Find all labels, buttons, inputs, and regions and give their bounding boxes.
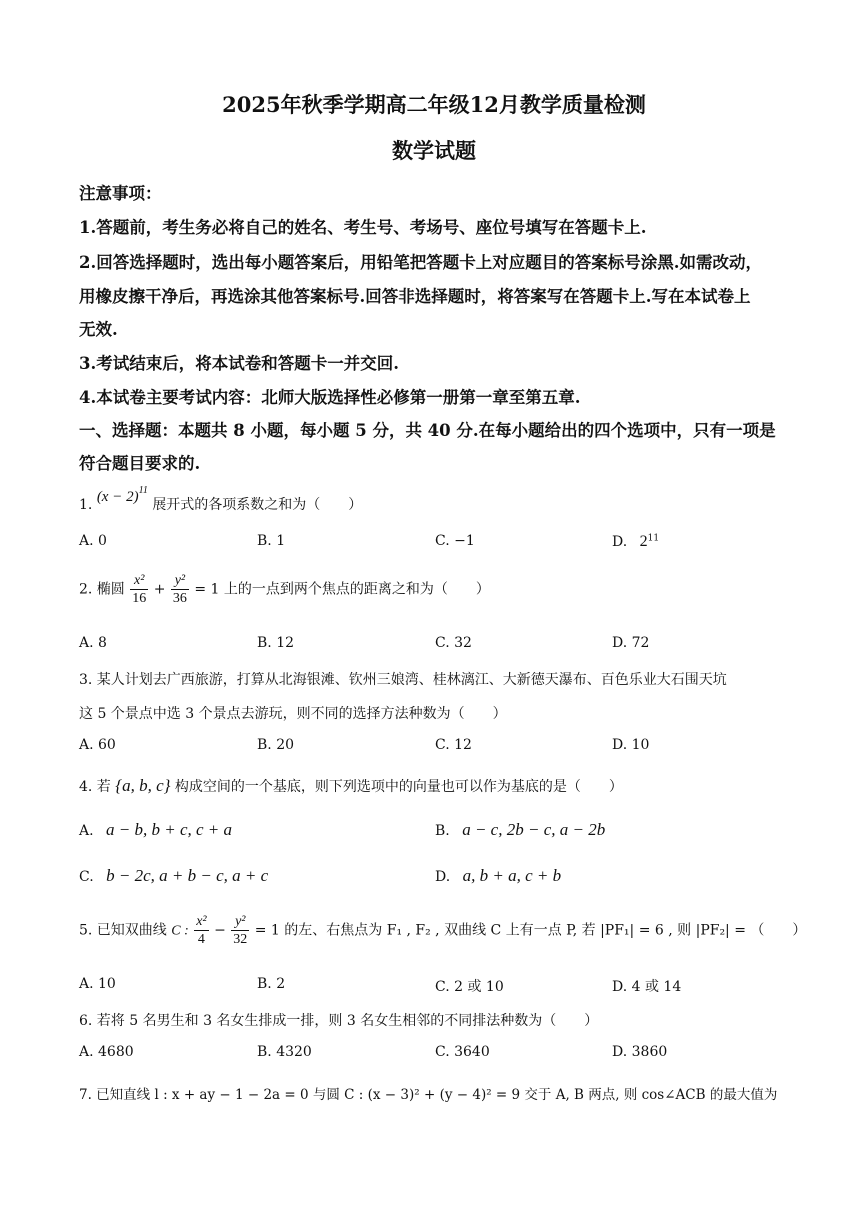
q2-fraction-x-numerator: x² — [130, 572, 148, 590]
q4-option-b-vectors: a − c, 2b − c, a − 2b — [462, 820, 606, 839]
q2-option-b: B. 12 — [257, 635, 295, 651]
q5-curve-name: C : — [171, 923, 189, 939]
q4-vector-set: {a, b, c} — [115, 776, 171, 795]
q6-option-c: C. 3640 — [435, 1044, 490, 1060]
q1-number: 1. — [79, 497, 93, 513]
q6-option-d: D. 3860 — [612, 1044, 668, 1060]
q1-option-d-base: 2 — [639, 533, 648, 550]
q6-option-b: B. 4320 — [257, 1044, 312, 1060]
exam-subject: 数学试题 — [392, 138, 476, 163]
q4-option-a-label: A. — [79, 823, 94, 839]
q1-option-a: A. 0 — [79, 533, 107, 549]
q5-fraction-y-denominator: 32 — [233, 932, 248, 947]
notes-heading: 注意事项： — [79, 184, 162, 203]
q2-fraction-y-denominator: 36 — [172, 591, 187, 606]
q1-exponent: 11 — [138, 485, 148, 497]
q4-option-d — [435, 866, 561, 886]
q2-option-c: C. 32 — [435, 635, 472, 651]
q1-option-d — [612, 533, 659, 551]
q5-option-c: C. 2 或 10 — [435, 979, 504, 995]
q5-prefix: 5. 已知双曲线 — [79, 922, 167, 939]
section-heading-line-1: 一、选择题：本题共 8 小题，每小题 5 分，共 40 分.在每小题给出的四个选项中，只有一项是 — [79, 421, 776, 440]
q2-prefix: 2. 椭圆 — [79, 581, 125, 598]
q2-equals: = 1 — [194, 581, 220, 598]
q4-option-a-vectors: a − b, b + c, c + a — [106, 820, 233, 839]
q5-fraction-x — [194, 913, 208, 948]
q5-option-d: D. 4 或 14 — [612, 979, 682, 995]
note-3: 3.考试结束后，将本试卷和答题卡一并交回. — [79, 354, 399, 373]
q2-fraction-x-denominator: 16 — [132, 591, 147, 606]
q1-option-d-label: D. — [612, 534, 628, 550]
q4-option-d-label: D. — [435, 869, 451, 885]
q4-option-b-label: B. — [435, 823, 450, 839]
q5-equals: = 1 — [254, 922, 280, 939]
q3-option-b: B. 20 — [257, 737, 295, 753]
section-heading-line-2: 符合题目要求的. — [79, 454, 201, 473]
q1-text: 展开式的各项系数之和为（ ） — [152, 497, 363, 513]
q4-option-c-label: C. — [79, 869, 94, 885]
q2-plus: + — [153, 581, 166, 598]
q1-option-d-exponent: 11 — [647, 533, 660, 544]
q2-fraction-x — [130, 572, 148, 607]
note-1: 1.答题前，考生务必将自己的姓名、考生号、考场号、座位号填写在答题卡上. — [79, 218, 647, 237]
exam-title: 2025年秋季学期高二年级12月教学质量检测 — [222, 92, 646, 117]
q6-option-a: A. 4680 — [79, 1044, 134, 1060]
q4-option-d-vectors: a, b + a, c + b — [462, 866, 562, 885]
question-3-line-2: 这 5 个景点中选 3 个景点去游玩，则不同的选择方法种数为（ ） — [79, 706, 507, 722]
q2-option-a: A. 8 — [79, 635, 107, 651]
q2-text: 上的一点到两个焦点的距离之和为（ ） — [223, 581, 490, 598]
q5-minus: − — [214, 922, 226, 939]
q4-text: 构成空间的一个基底，则下列选项中的向量也可以作为基底的是（ ） — [174, 779, 623, 795]
q5-text: 的左、右焦点为 F₁ , F₂ , 双曲线 C 上有一点 P, 若 |PF₁| = 6 , 则 |PF₂| = （ ） — [284, 922, 807, 939]
q5-fraction-y — [231, 913, 249, 948]
question-2 — [79, 572, 490, 607]
q3-option-d: D. 10 — [612, 737, 650, 753]
note-2-line-3: 无效. — [79, 320, 118, 339]
q4-option-b — [435, 820, 605, 840]
q4-prefix: 4. 若 — [79, 779, 111, 795]
q1-option-c: C. −1 — [435, 533, 475, 549]
q5-option-a: A. 10 — [79, 976, 116, 992]
q5-fraction-x-denominator: 4 — [197, 932, 205, 947]
q5-option-b: B. 2 — [257, 976, 286, 992]
question-4 — [79, 776, 623, 796]
q4-option-a — [79, 820, 232, 840]
q1-option-b: B. 1 — [257, 533, 286, 549]
q2-option-d: D. 72 — [612, 635, 650, 651]
note-4: 4.本试卷主要考试内容：北师大版选择性必修第一册第一章至第五章. — [79, 388, 581, 407]
question-3-line-1: 3. 某人计划去广西旅游，打算从北海银滩、钦州三娘湾、桂林漓江、大新德天瀑布、百色乐业大石围天坑 — [79, 672, 727, 688]
question-1 — [79, 485, 363, 514]
note-2-line-1: 2.回答选择题时，选出每小题答案后，用铅笔把答题卡上对应题目的答案标号涂黑.如需改动， — [79, 253, 762, 272]
q3-option-a: A. 60 — [79, 737, 116, 753]
question-5 — [79, 913, 806, 948]
note-2-line-2: 用橡皮擦干净后，再选涂其他答案标号.回答非选择题时，将答案写在答题卡上.写在本试卷上 — [79, 287, 751, 306]
q4-option-c-vectors: b − 2c, a + b − c, a + c — [106, 866, 269, 885]
q2-fraction-y-numerator: y² — [171, 572, 189, 590]
q5-fraction-x-numerator: x² — [196, 914, 207, 929]
q1-expression: (x − 2) — [96, 489, 139, 505]
question-6: 6. 若将 5 名男生和 3 名女生排成一排，则 3 名女生相邻的不同排法种数为（ ） — [79, 1013, 599, 1029]
q4-option-c — [79, 866, 268, 886]
question-7: 7. 已知直线 l : x + ay − 1 − 2a = 0 与圆 C : (x − 3)² + (y − 4)² = 9 交于 A, B 两点, 则 cos∠ACB 的最大值为 — [79, 1087, 778, 1103]
q2-fraction-y — [171, 572, 189, 607]
q3-option-c: C. 12 — [435, 737, 472, 753]
q5-fraction-y-numerator: y² — [231, 913, 249, 931]
